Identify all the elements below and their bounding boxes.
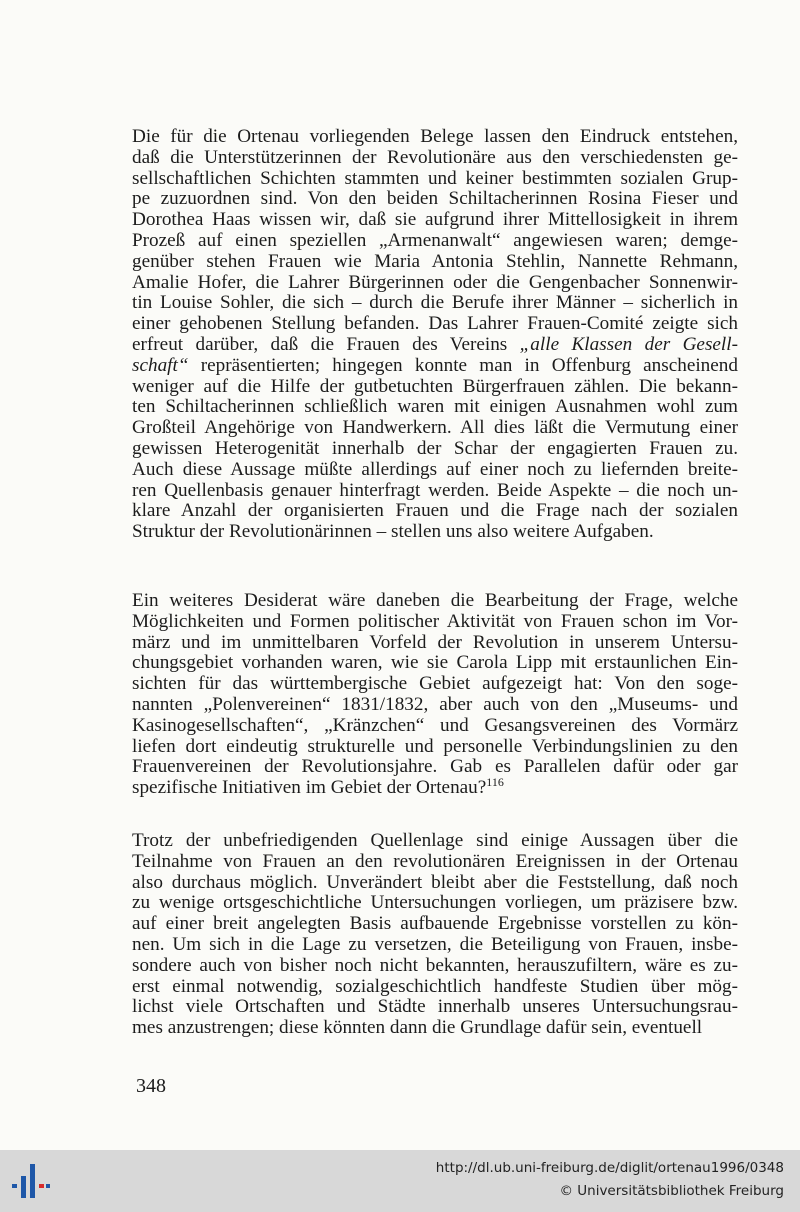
copyright-text: © Universitätsbibliothek Freiburg (559, 1183, 784, 1199)
footnote-marker[interactable]: 116 (486, 775, 504, 790)
text-line: mes anzustrengen; diese könnten dann die Grundlage dafür sein, eventuell (132, 1017, 703, 1039)
text-line: zu wenige ortsgeschichtliche Untersuchungen vorliegen, um präzisere bzw. (132, 892, 738, 914)
text-line: Dorothea Haas wissen wir, daß sie aufgrund ihrer Mittellosigkeit in ihrem (132, 209, 738, 231)
text-line: sondere auch von bisher noch nicht bekannten, herauszufiltern, wäre es zu- (132, 954, 738, 976)
text-run: spezifische Initiativen im Gebiet der Ortenau? (132, 777, 487, 799)
text-line: märz und im unmittelbaren Vorfeld der Revolution in unserem Untersu- (132, 631, 738, 653)
paragraph-2 (132, 591, 738, 799)
text-line: Kasinogesellschaften“, „Kränzchen“ und Gesangsvereinen des Vormärz (132, 714, 738, 736)
text-line: Struktur der Revolutionärinnen – stellen uns also weitere Aufgaben. (132, 521, 654, 543)
footer-bar (0, 1150, 800, 1212)
text-line: Großteil Angehörige von Handwerkern. All dies läßt die Vermutung einer (132, 417, 738, 439)
text-line: ten Schiltacherinnen schließlich waren mit einigen Ausnahmen wohl zum (132, 396, 738, 418)
text-line: Die für die Ortenau vorliegenden Belege lassen den Eindruck entstehen, (132, 126, 738, 147)
text-line: chungsgebiet vorhanden waren, wie sie Carola Lipp mit erstaunlichen Ein- (132, 652, 738, 674)
source-url-link[interactable]: http://dl.ub.uni-freiburg.de/diglit/ortenau1996/0348 (435, 1160, 784, 1176)
text-line (132, 356, 738, 377)
text-line (132, 775, 738, 799)
text-run: erfreut darüber, daß die Frauen des Vereins (132, 333, 520, 355)
ub-freiburg-logo-icon (10, 1162, 52, 1202)
text-line: daß die Unterstützerinnen der Revolutionäre aus den verschiedensten ge- (132, 146, 738, 168)
text-line: liefen dort eindeutig strukturelle und personelle Verbindungslinien zu den (132, 735, 738, 757)
text-line: lichst viele Ortschaften und Städte innerhalb unseres Untersuchungsrau- (132, 996, 738, 1018)
text-line: nannten „Polenvereinen“ 1831/1832, aber auch von den „Museums- und (132, 693, 738, 715)
paragraph-1 (132, 127, 738, 543)
text-line: Möglichkeiten und Formen politischer Aktivität von Frauen schon im Vor- (132, 610, 738, 632)
text-line: tin Louise Sohler, die sich – durch die Berufe ihrer Männer – sicherlich in (132, 292, 738, 314)
text-line: gewissen Heterogenität innerhalb der Schar der engagierten Frauen zu. (132, 437, 738, 459)
text-line: Amalie Hofer, die Lahrer Bürgerinnen oder die Gengenbacher Sonnenwir- (132, 271, 738, 293)
paragraph-3 (132, 831, 738, 1039)
text-line: also durchaus möglich. Unverändert bleibt aber die Feststellung, daß noch (132, 871, 738, 893)
text-line: ren Quellenbasis genauer hinterfragt werden. Beide Aspekte – die noch un- (132, 479, 738, 501)
italic-quote: schaft“ (132, 354, 189, 376)
text-line: Ein weiteres Desiderat wäre daneben die Bearbeitung der Frage, welche (132, 590, 738, 611)
text-line: auf einer breit angelegten Basis aufbauende Ergebnisse vorstellen zu kön- (132, 913, 738, 935)
text-line: einer gehobenen Stellung befanden. Das Lahrer Frauen-Comité zeigte sich (132, 313, 738, 335)
text-line: klare Anzahl der organisierten Frauen und die Frage nach der sozialen (132, 500, 738, 522)
text-line: pe zuzuordnen sind. Von den beiden Schiltacherinnen Rosina Fieser und (132, 188, 738, 210)
text-line: Teilnahme von Frauen an den revolutionären Ereignissen in der Ortenau (132, 850, 738, 872)
text-line: Trotz der unbefriedigenden Quellenlage sind einige Aussagen über die (132, 830, 738, 851)
text-line: Auch diese Aussage müßte allerdings auf einer noch zu liefernden breite- (132, 458, 738, 480)
text-run: repräsentierten; hingegen konnte man in Offenburg anscheinend (188, 354, 738, 376)
text-line: Frauenvereinen der Revolutionsjahre. Gab es Parallelen dafür oder gar (132, 756, 738, 778)
text-line (132, 335, 738, 356)
page-number: 348 (136, 1075, 166, 1097)
text-line: sellschaftlichen Schichten stammten und keiner bestimmten sozialen Grup- (132, 167, 738, 189)
text-line: nen. Um sich in die Lage zu versetzen, die Beteiligung von Frauen, insbe- (132, 933, 738, 955)
text-line: sichten für das württembergische Gebiet aufgezeigt hat: Von den soge- (132, 673, 738, 695)
text-line: weniger auf die Hilfe der gutbetuchten Bürgerfrauen zählen. Die bekann- (132, 375, 738, 397)
italic-quote: „alle Klassen der Gesell- (519, 333, 738, 355)
text-line: Prozeß auf einen speziellen „Armenanwalt“ angewiesen waren; demge- (132, 229, 738, 251)
text-line: erst einmal notwendig, sozialgeschichtlich handfeste Studien über mög- (132, 975, 738, 997)
text-line: genüber stehen Frauen wie Maria Antonia Stehlin, Nannette Rehmann, (132, 250, 738, 272)
